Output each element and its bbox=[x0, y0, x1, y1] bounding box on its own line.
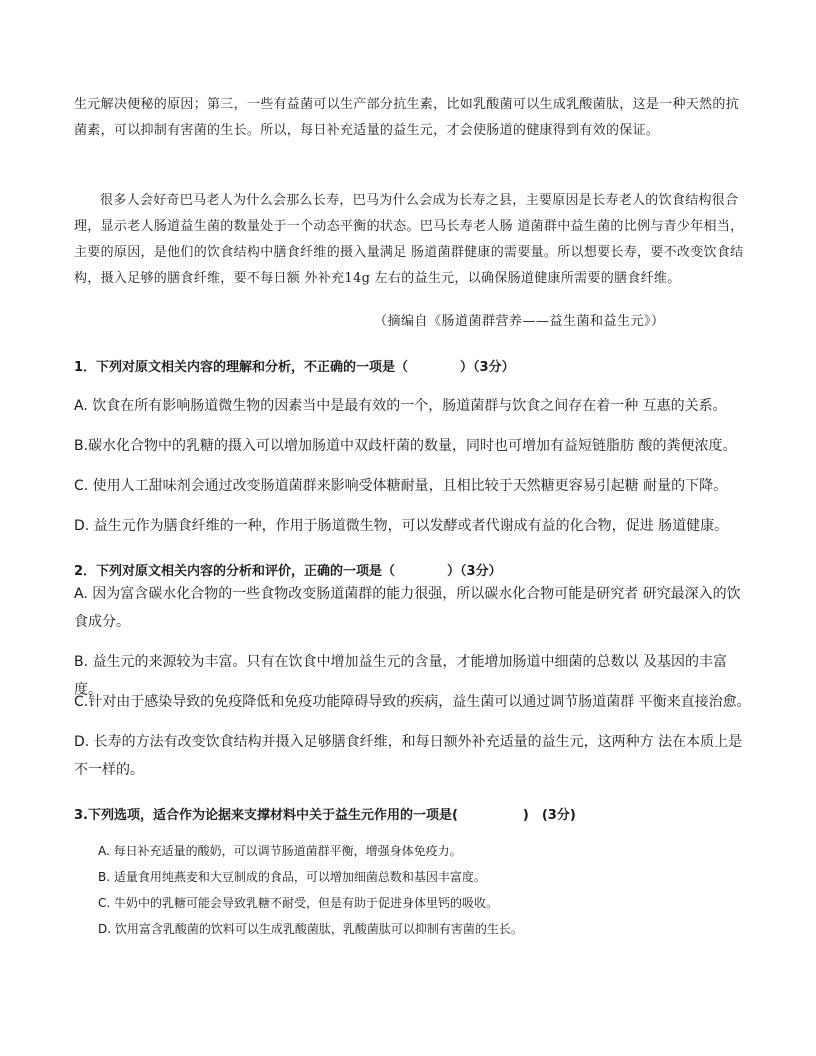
question-2-option-c: C.针对由于感染导致的免疫降低和免疫功能障碍导致的疾病，益生菌可以通过调节肠道菌群 平衡来直接治愈。 bbox=[74, 694, 751, 710]
passage-paragraph-2: 很多人会好奇巴马老人为什么会那么长寿，巴马为什么会成为长寿之县，主要原因是长寿老人的饮食结构很合理，显示老人肠道益生菌的数量处于一个动态平衡的状态。巴马长寿老人肠 道菌群中益生菌的比例与青少年相当，主要的原因，是他们的饮食结构中膳食纤维的摄入量满足 肠道菌群健康的需要量。所以想要长寿，要不改变饮食结构，摄入足够的膳食纤维，要不每日额 外补充14g 左右的益生元，以确保肠道健康所需要的膳食纤维。 bbox=[74, 193, 744, 286]
question-2-title: 2．下列对原文相关内容的分析和评价，正确的一项是（ ）（3分） bbox=[74, 564, 502, 579]
question-1-option-c: C. 使用人工甜味剂会通过改变肠道菌群来影响受体糖耐量，且相比较于天然糖更容易引起糖 耐量的下降。 bbox=[74, 478, 728, 494]
question-3-option-c: C. 牛奶中的乳糖可能会导致乳糖不耐受，但是有助于促进身体里钙的吸收。 bbox=[98, 896, 499, 910]
question-3-title: 3.下列选项，适合作为论据来支撑材料中关于益生元作用的一项是( ) (3分) bbox=[74, 808, 576, 823]
question-2-option-a: A. 因为富含碳水化合物的一些食物改变肠道菌群的能力很强，所以碳水化合物可能是研究者 研究最深入的饮食成分。 bbox=[74, 586, 741, 630]
question-1-option-b: B.碳水化合物中的乳糖的摄入可以增加肠道中双歧杆菌的数量，同时也可增加有益短链脂肪 酸的粪便浓度。 bbox=[74, 438, 737, 454]
question-2-option-d: D. 长寿的方法有改变饮食结构并摄入足够膳食纤维，和每日额外补充适量的益生元，这两种方 法在本质上是不一样的。 bbox=[74, 734, 743, 778]
question-1-option-a: A. 饮食在所有影响肠道微生物的因素当中是最有效的一个，肠道菌群与饮食之间存在着一种 互惠的关系。 bbox=[74, 398, 727, 414]
passage-paragraph-1: 生元解决便秘的原因；第三，一些有益菌可以生产部分抗生素，比如乳酸菌可以生成乳酸菌肽，这是一种天然的抗菌素，可以抑制有害菌的生长。所以，每日补充适量的益生元，才会使肠道的健康得到有效的保证。 bbox=[74, 97, 740, 138]
question-3-option-b: B. 适量食用纯燕麦和大豆制成的食品，可以增加细菌总数和基因丰富度。 bbox=[98, 870, 486, 884]
passage-source: （摘编自《肠道菌群营养——益生菌和益生元》） bbox=[374, 314, 665, 329]
question-1-option-d: D. 益生元作为膳食纤维的一种，作用于肠道微生物，可以发酵或者代谢成有益的化合物，促进 肠道健康。 bbox=[74, 518, 729, 534]
question-3-option-d: D. 饮用富含乳酸菌的饮料可以生成乳酸菌肽，乳酸菌肽可以抑制有害菌的生长。 bbox=[98, 922, 523, 936]
question-2-option-b: B. 益生元的来源较为丰富。只有在饮食中增加益生元的含量，才能增加肠道中细菌的总数以 及基因的丰富度。 bbox=[74, 654, 727, 698]
question-1-title: 1．下列对原文相关内容的理解和分析，不正确的一项是（ ）（3分） bbox=[74, 360, 515, 375]
question-3-option-a: A. 每日补充适量的酸奶，可以调节肠道菌群平衡，增强身体免疫力。 bbox=[98, 844, 462, 858]
